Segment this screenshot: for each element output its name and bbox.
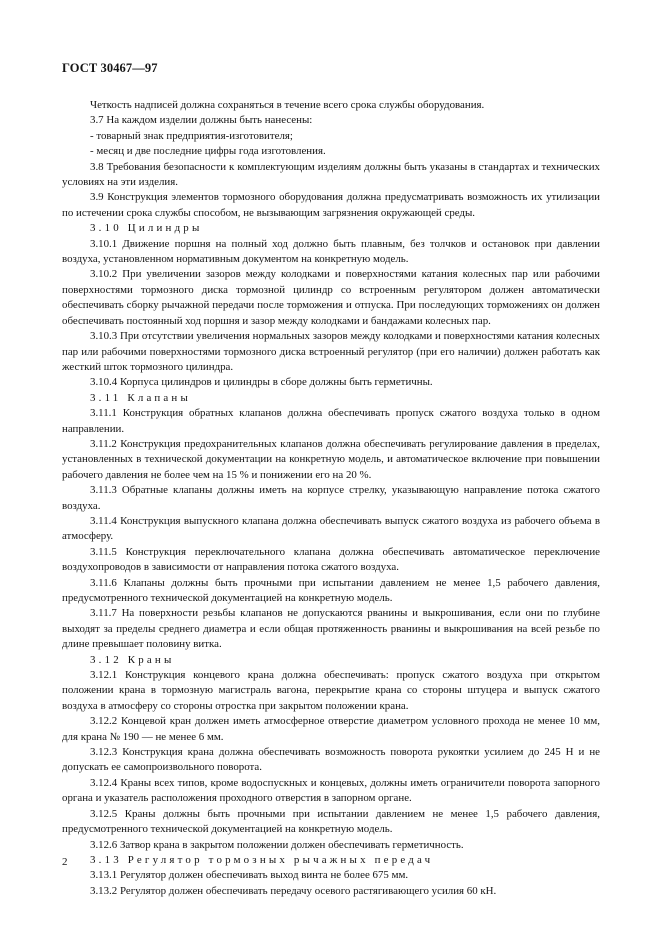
clause-3-10-3: 3.10.3 При отсутствии увеличения нормальных зазоров между колодками и поверхностями катания колесных пар или рабочими поверхностями тормозного диска встроенный регулятор (при его наличии) должен работать как жесткий шток тормозного цилиндра. xyxy=(62,330,600,373)
clause-3-12-3: 3.12.3 Конструкция крана должна обеспечивать возможность поворота рукоятки усилием до 245 Н и не допускать ее самопроизвольного поворота. xyxy=(62,746,600,774)
clause-3-10-2: 3.10.2 При увеличении зазоров между колодками и поверхностями катания колесных пар или рабочими поверхностями тормозного диска тормозной цилиндр со встроенным регулятором должен автоматически обеспечивать сборку рычажной передачи после торможения и отпуска. При последующих торможениях он должен обеспечивать постоянный ход поршня и зазор между колодками и бандажами колесных пар. xyxy=(62,268,600,327)
clause-3-10-1: 3.10.1 Движение поршня на полный ход должно быть плавным, без толчков и остановок при давлении воздуха, установленном нормативным документом на конкретную модель. xyxy=(62,237,600,266)
clause-3-7: 3.7 На каждом изделии должны быть нанесены: xyxy=(90,114,313,127)
clause-3-12-2: 3.12.2 Концевой кран должен иметь атмосферное отверстие диаметром условного прохода не менее 10 мм, для крана № 190 — не менее 6 мм. xyxy=(62,715,600,743)
clause-3-12-4: 3.12.4 Краны всех типов, кроме водоспускных и концевых, должны иметь ограничители поворота запорного органа и указатель расположения проходного отверстия в запорном органе. xyxy=(62,776,600,805)
clause-3-12-6: 3.12.6 Затвор крана в закрытом положении должен обеспечивать герметичность. xyxy=(90,838,464,851)
clause-3-11-2: 3.11.2 Конструкция предохранительных клапанов должна обеспечивать регулирование давления в пределах, установленных в технической документации на конкретную модель, и автоматическое включение при повышении рабочего давления не более чем на 15 % и понижении его на 20 %. xyxy=(62,437,600,481)
clause-3-11-1: 3.11.1 Конструкция обратных клапанов должна обеспечивать пропуск сжатого воздуха только в одном направлении. xyxy=(62,407,600,435)
clause-3-11-6: 3.11.6 Клапаны должны быть прочными при испытании давлением не менее 1,5 рабочего давления, предусмотренного технической документацией на конкретную модель. xyxy=(62,576,600,604)
section-heading-valves: 3.11 Клапаны xyxy=(90,391,191,404)
clause-3-11-5: 3.11.5 Конструкция переключательного клапана должна обеспечивать автоматическое переключение воздухопроводов в зависимости от направления потока сжатого воздуха. xyxy=(62,545,600,574)
section-heading-cocks: 3.12 Краны xyxy=(90,653,175,666)
section-heading-regulator: 3.13 Регулятор тормозных рычажных передач xyxy=(90,853,434,866)
clause-3-9: 3.9 Конструкция элементов тормозного оборудования должна предусматривать возможность их утилизации по истечении срока службы способом, не вызывающим загрязнения окружающей среды. xyxy=(62,191,600,219)
clause-3-11-7: 3.11.7 На поверхности резьбы клапанов не допускаются рванины и выкрошивания, если они по глубине выходят за пределы среднего диаметра и если общая протяженность рванины и выкрошивания на всей резьбе по длине превышает половину витка. xyxy=(62,607,600,651)
clause-3-13-2: 3.13.2 Регулятор должен обеспечивать передачу осевого растягивающего усилия 60 кН. xyxy=(90,884,497,897)
document-header: ГОСТ 30467—97 xyxy=(62,61,158,75)
clause-3-10-4: 3.10.4 Корпуса цилиндров и цилиндры в сборе должны быть герметичны. xyxy=(90,376,433,389)
page-number: 2 xyxy=(62,856,68,868)
list-item: - месяц и две последние цифры года изготовления. xyxy=(90,145,326,158)
paragraph: Четкость надписей должна сохраняться в течение всего срока службы оборудования. xyxy=(90,99,485,111)
clause-3-8: 3.8 Требования безопасности к комплектующим изделиям должны быть указаны в стандартах и технических условиях на эти изделия. xyxy=(62,160,600,189)
clause-3-12-5: 3.12.5 Краны должны быть прочными при испытании давлением не менее 1,5 рабочего давления, предусмотренного технической документацией на конкретную модель. xyxy=(62,807,600,836)
document-body xyxy=(62,98,600,899)
clause-3-13-1: 3.13.1 Регулятор должен обеспечивать выход винта не более 675 мм. xyxy=(90,869,409,882)
list-item: - товарный знак предприятия-изготовителя; xyxy=(90,129,293,142)
section-heading-cylinders: 3.10 Цилиндры xyxy=(90,222,203,235)
clause-3-12-1: 3.12.1 Конструкция концевого крана должна обеспечивать: пропуск сжатого воздуха при открытом положении крана в тормозную магистраль вагона, перекрытие крана со стороны штуцера и выпуск сжатого воздуха в атмосферу со стороны отростка при закрытом положении крана. xyxy=(62,669,600,712)
clause-3-11-3: 3.11.3 Обратные клапаны должны иметь на корпусе стрелку, указывающую направление потока сжатого воздуха. xyxy=(62,484,600,512)
clause-3-11-4: 3.11.4 Конструкция выпускного клапана должна обеспечивать выпуск сжатого воздуха из рабочего объема в атмосферу. xyxy=(62,514,600,543)
